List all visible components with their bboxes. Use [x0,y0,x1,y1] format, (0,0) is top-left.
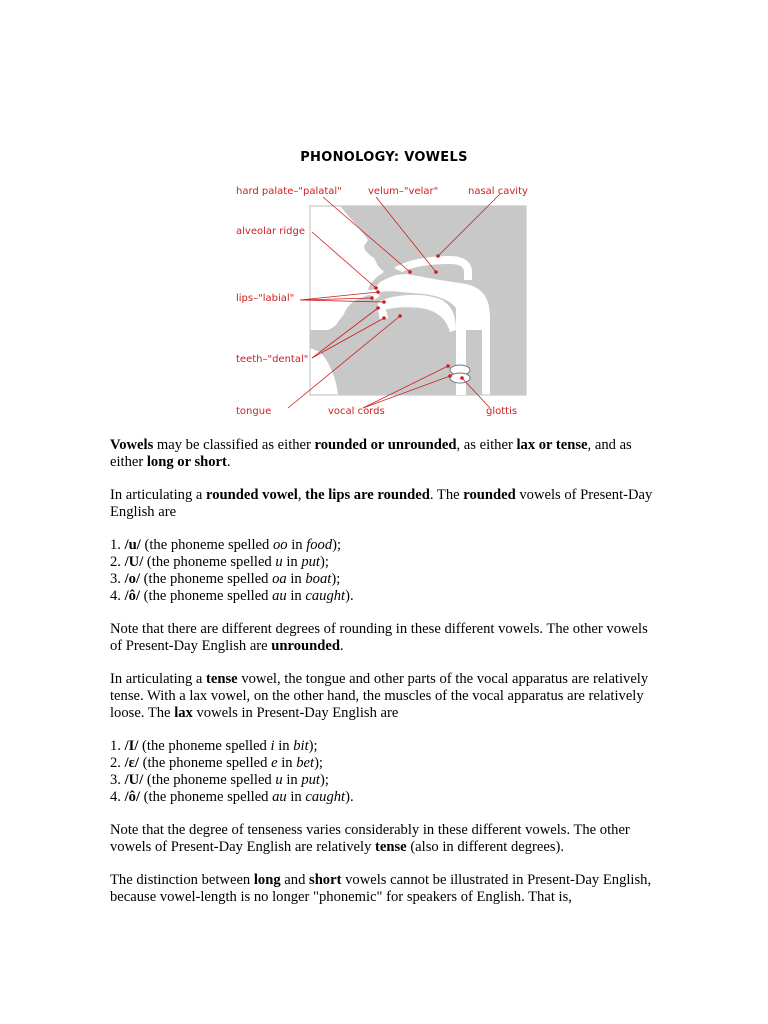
example-word: bet [296,755,315,771]
phoneme-symbol: /ε/ [124,755,139,771]
list-item [110,554,658,571]
item-number: 2. [110,755,125,771]
example-word: caught [305,588,346,604]
bold-term: the lips are rounded [305,487,430,503]
text-run: (the phoneme spelled [140,571,273,587]
phoneme-symbol: /ô/ [124,789,140,805]
text-run: . The [429,487,464,503]
bold-term: rounded [463,487,516,503]
paragraph-tenseness-degrees [110,822,658,856]
text-run: in [286,571,306,587]
text-run: Note that there are different degrees of rounding in these different vowels. The other vowels of Present-Day English are [110,621,648,654]
text-run: , and as either [110,437,632,470]
text-run: vowel, the tongue and other parts of the vocal apparatus are relatively tense. With a lax vowel, on the other hand, the muscles of the vocal apparatus are relatively loose. The [110,671,649,721]
phoneme-symbol: /ô/ [124,588,140,604]
text-run: in [282,554,302,570]
list-item [110,755,658,772]
item-number: 1. [110,537,125,553]
page-title: PHONOLOGY: VOWELS [300,150,468,165]
vocal-tract-svg [228,180,538,418]
example-word: boat [305,571,332,587]
spelling: u [275,772,283,788]
label-lips: lips–"labial" [236,293,295,304]
text-run: (also in different degrees). [406,839,565,855]
bold-term: rounded or unrounded [314,437,457,453]
text-run: vowels in Present-Day English are [192,705,399,721]
bold-term: tense [375,839,407,855]
example-word: put [301,554,320,570]
item-number: 4. [110,789,125,805]
label-alveolar-ridge: alveolar ridge [236,226,306,237]
spelling: au [272,588,287,604]
text-run: may be classified as either [153,437,315,453]
item-number: 1. [110,738,125,754]
example-word: food [306,537,333,553]
example-word: put [301,772,320,788]
phoneme-symbol: /u/ [124,537,141,553]
bold-term: long or short [146,454,227,470]
text-run: in [286,789,306,805]
text-run: ); [319,772,329,788]
label-vocal-cords: vocal cords [328,406,385,417]
text-run: (the phoneme spelled [140,789,273,805]
bold-term: short [309,872,342,888]
text-run: (the phoneme spelled [138,755,272,771]
text-run: ); [308,738,318,754]
spelling: i [270,738,275,754]
text-run: vowels cannot be illustrated in Present-Day English, because vowel-length is no longer "phonemic" for speakers of English. That is, [110,872,652,905]
list-item [110,772,658,789]
bold-term: lax [174,705,193,721]
text-run: ). [345,588,354,604]
bold-term: Vowels [110,437,154,453]
vocal-tract-diagram [228,180,538,418]
item-number: 4. [110,588,125,604]
text-run: in [286,588,306,604]
text-run: (the phoneme spelled [140,537,273,553]
bold-term: long [253,872,281,888]
paragraph-rounding-degrees [110,621,658,655]
list-item [110,789,658,806]
example-word: bit [293,738,309,754]
text-run: ); [332,537,342,553]
text-run: (the phoneme spelled [143,772,276,788]
paragraph-long-short [110,872,658,906]
text-run: ); [314,755,323,771]
text-run: vowels of Present-Day English are [110,487,653,520]
text-run: (the phoneme spelled [138,738,271,754]
text-run: Note that the degree of tenseness varies considerably in these different vowels. The other vowels of Present-Day English are relatively [110,822,630,855]
spelling: u [275,554,283,570]
text-run: The distinction between [110,872,254,888]
text-run: and [280,872,310,888]
phoneme-symbol: /U/ [124,554,144,570]
bold-term: tense [206,671,238,687]
list-item [110,738,658,755]
spelling: au [272,789,287,805]
text-run: ); [319,554,329,570]
item-number: 3. [110,772,125,788]
text-run: in [277,755,297,771]
body-text [110,437,658,922]
label-glottis: glottis [486,406,518,417]
text-run: , as either [456,437,517,453]
bold-term: rounded vowel [206,487,298,503]
vocal-cords-lower [450,373,470,383]
text-run: In articulating a [110,487,207,503]
rounded-vowel-list [110,537,658,605]
text-run: . [226,454,231,470]
paragraph-rounded [110,487,658,521]
example-word: caught [305,789,346,805]
label-tongue: tongue [236,406,272,417]
lax-vowel-list [110,738,658,806]
text-run: (the phoneme spelled [143,554,276,570]
bold-term: unrounded [271,638,340,654]
text-run: . [339,638,344,654]
list-item [110,588,658,605]
text-run: (the phoneme spelled [140,588,273,604]
text-run: ). [345,789,354,805]
list-item [110,537,658,554]
text-run: in [287,537,307,553]
spelling: oa [272,571,287,587]
text-run: In articulating a [110,671,207,687]
text-run: in [282,772,302,788]
item-number: 2. [110,554,125,570]
spelling: oo [272,537,288,553]
label-teeth: teeth–"dental" [236,354,309,365]
phoneme-symbol: /I/ [124,738,139,754]
label-hard-palate: hard palate–"palatal" [236,186,342,197]
list-item [110,571,658,588]
label-nasal-cavity: nasal cavity [468,186,528,197]
paragraph-classification [110,437,658,471]
phoneme-symbol: /U/ [124,772,144,788]
item-number: 3. [110,571,125,587]
label-velum: velum–"velar" [368,186,439,197]
spelling: e [271,755,278,771]
phoneme-symbol: /o/ [124,571,140,587]
text-run: ); [331,571,341,587]
bold-term: lax or tense [516,437,588,453]
paragraph-tense-lax [110,671,658,722]
text-run: in [274,738,294,754]
text-run: , [297,487,306,503]
